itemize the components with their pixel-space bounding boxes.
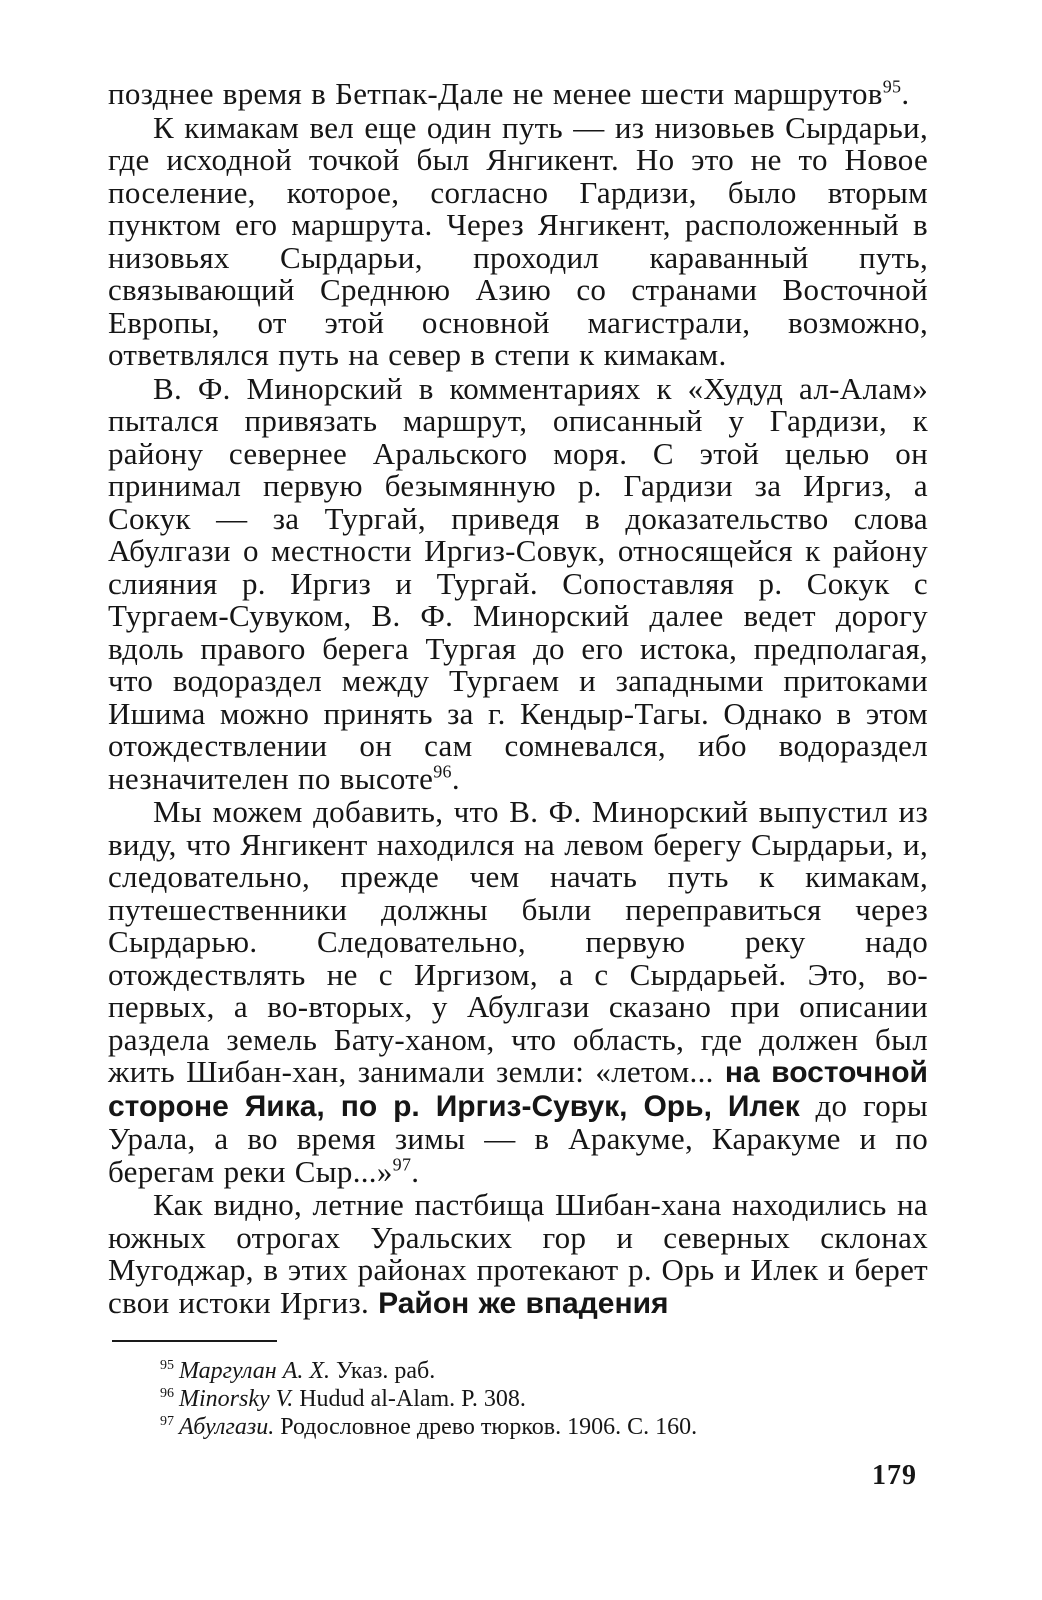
paragraph-3 bbox=[108, 370, 928, 796]
paragraph-4-bold-quote: на восточной стороне Яика, по р. Иргиз-Сувук, Орь, Илек bbox=[108, 1056, 928, 1123]
footnote-95 bbox=[160, 1357, 920, 1385]
paragraph-5-text: Как видно, летние пастбища Шибан-хана находились на южных отрогах Уральских гор и северных склонах Мугоджар, в этих районах протекают р. Орь и Илек и берет свои истоки Иргиз. bbox=[108, 1187, 928, 1320]
footnote-number: 97 bbox=[160, 1414, 174, 1429]
paragraph-4-text: Мы можем добавить, что В. Ф. Минорский выпустил из виду, что Янгикент находился на левом берегу Сырдарьи, и, следовательно, прежде чем начать путь к кимакам, путешественники должны были переправиться через Сырдарью. Следовательно, первую реку надо отождествлять не с Иргизом, а с Сырдарьей. Это, во-первых, а во-вторых, у Абулгази сказано при описании раздела земель Бату-ханом, что область, где должен был жить Шибан-хан, занимали земли: «летом... bbox=[108, 794, 928, 1089]
footnote-number: 96 bbox=[160, 1386, 174, 1401]
footnotes bbox=[160, 1357, 920, 1441]
paragraph-3-end: . bbox=[451, 760, 460, 796]
paragraph-1 bbox=[108, 78, 928, 111]
paragraph-1-text: позднее время в Бетпак-Дале не менее шести маршрутов bbox=[108, 76, 883, 111]
page-body bbox=[108, 78, 928, 1320]
footnote-97 bbox=[160, 1413, 920, 1441]
footnote-author: Маргулан А. Х. bbox=[179, 1358, 331, 1384]
paragraph-5 bbox=[108, 1189, 928, 1320]
paragraph-4 bbox=[108, 796, 928, 1188]
footnote-ref-95: 95 bbox=[882, 76, 902, 97]
page-number: 179 bbox=[872, 1460, 917, 1491]
paragraph-4-tail: до горы Урала, а во время зимы — в Аракуме, Каракуме и по берегам реки Сыр...» bbox=[108, 1087, 928, 1189]
footnote-text: Указ. раб. bbox=[336, 1358, 436, 1384]
footnote-ref-97: 97 bbox=[392, 1154, 412, 1175]
footnote-author: Абулгази. bbox=[179, 1414, 275, 1440]
paragraph-5-bold: Район же впадения bbox=[378, 1286, 669, 1320]
paragraph-1-end: . bbox=[901, 76, 910, 111]
paragraph-2: К кимакам вел еще один путь — из низовьев Сырдарьи, где исходной точкой был Янгикент. Но это не то Новое поселение, которое, согласно Гардизи, было вторым пунктом его маршрута. Через Янгикент, расположенный в низовьях Сырдарьи, проходил караванный путь, связывающий Среднюю Азию со странами Восточной Европы, от этой основной магистрали, возможно, ответвлялся путь на север в степи к кимакам. bbox=[108, 109, 928, 372]
footnote-ref-96: 96 bbox=[433, 761, 452, 782]
footnote-number: 95 bbox=[160, 1358, 174, 1373]
footnote-text: Родословное древо тюрков. 1906. С. 160. bbox=[280, 1414, 698, 1440]
footnote-text: Hudud al-Alam. P. 308. bbox=[299, 1386, 526, 1412]
paragraph-4-end: . bbox=[411, 1153, 420, 1189]
footnote-separator bbox=[112, 1340, 277, 1342]
paragraph-3-text: В. Ф. Минорский в комментариях к «Худуд ал-Алам» пытался привязать маршрут, описанный у Гардизи, к району севернее Аральского моря. С этой целью он принимал первую безымянную р. Гардизи за Иргиз, а Сокук — за Тургай, приведя в доказательство слова Абулгази о местности Иргиз-Совук, относящейся к району слияния р. Иргиз и Тургай. Сопоставляя р. Сокук с Тургаем-Сувуком, В. Ф. Минорский далее ведет дорогу вдоль правого берега Тургая до его истока, предполагая, что водораздел между Тургаем и западными притоками Ишима можно принять за г. Кендыр-Тагы. Однако в этом отождествлении он сам сомневался, ибо водораздел незначителен по высоте bbox=[108, 370, 928, 796]
footnote-96 bbox=[160, 1385, 920, 1413]
footnote-author: Minorsky V. bbox=[179, 1386, 294, 1412]
